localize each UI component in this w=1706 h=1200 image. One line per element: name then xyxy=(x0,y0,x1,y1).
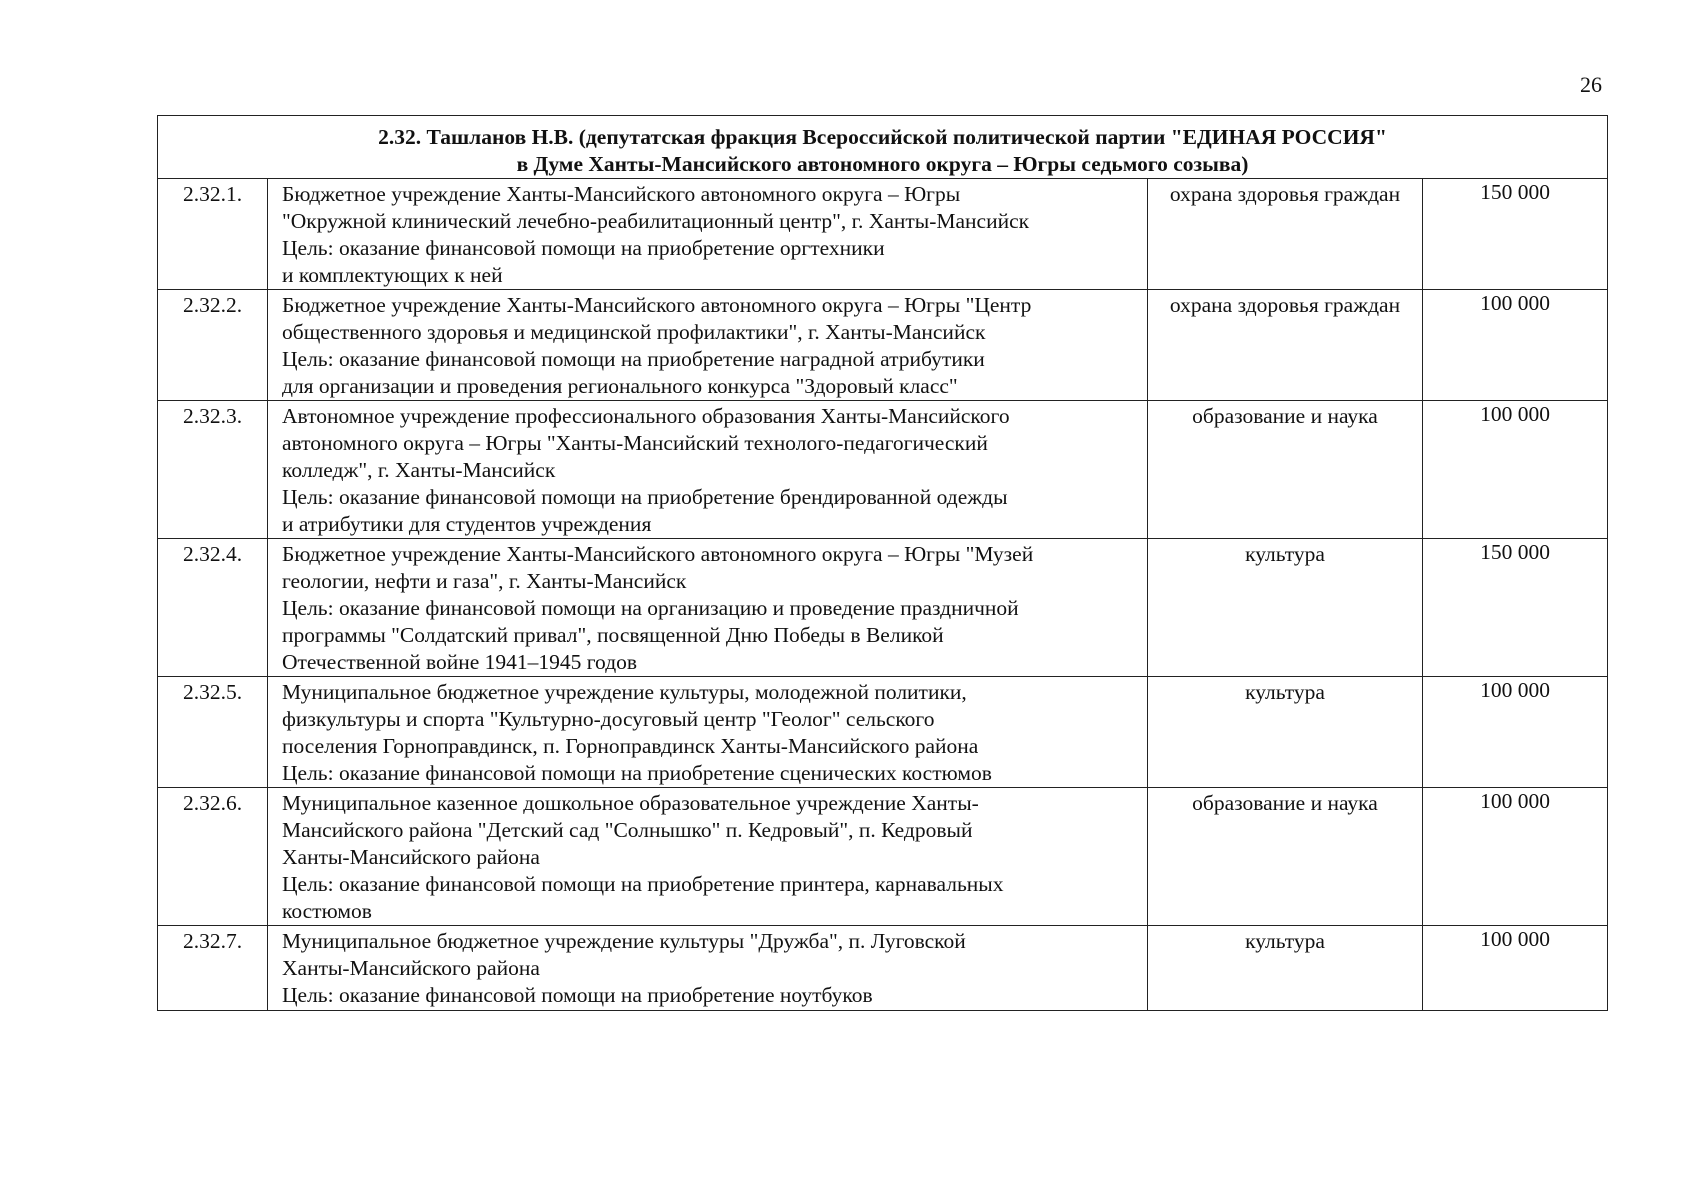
description-line: Муниципальное бюджетное учреждение культуры, молодежной политики, xyxy=(282,680,967,704)
row-sum: 100 000 xyxy=(1423,788,1608,926)
row-number: 2.32.2. xyxy=(158,290,268,401)
description-line: Отечественной войне 1941–1945 годов xyxy=(282,650,638,674)
description-line: Цель: оказание финансовой помощи на приобретение оргтехники xyxy=(282,236,885,260)
row-area: культура xyxy=(1148,539,1423,677)
description-line: поселения Горноправдинск, п. Горноправдинск Ханты-Мансийского района xyxy=(282,734,979,758)
section-header-row xyxy=(158,116,1608,179)
row-sum: 100 000 xyxy=(1423,290,1608,401)
section-title-line-2: в Думе Ханты-Мансийского автономного округа – Югры седьмого созыва) xyxy=(516,152,1249,176)
description-line: Цель: оказание финансовой помощи на приобретение сценических костюмов xyxy=(282,761,992,785)
page-number: 26 xyxy=(1580,72,1602,97)
row-area: образование и наука xyxy=(1148,401,1423,539)
row-description xyxy=(268,926,1148,1011)
table-row xyxy=(158,290,1608,401)
row-number: 2.32.6. xyxy=(158,788,268,926)
row-area: охрана здоровья граждан xyxy=(1148,179,1423,290)
description-line: Ханты-Мансийского района xyxy=(282,956,540,980)
description-line: общественного здоровья и медицинской профилактики", г. Ханты-Мансийск xyxy=(282,320,986,344)
description-line: Цель: оказание финансовой помощи на организацию и проведение праздничной xyxy=(282,596,1019,620)
row-area: культура xyxy=(1148,926,1423,1011)
description-line: программы "Солдатский привал", посвященной Дню Победы в Великой xyxy=(282,623,944,647)
description-line: Цель: оказание финансовой помощи на приобретение наградной атрибутики xyxy=(282,347,985,371)
row-number: 2.32.4. xyxy=(158,539,268,677)
description-line: автономного округа – Югры "Ханты-Мансийский технолого-педагогический xyxy=(282,431,988,455)
description-line: колледж", г. Ханты-Мансийск xyxy=(282,458,556,482)
description-line: Бюджетное учреждение Ханты-Мансийского автономного округа – Югры "Центр xyxy=(282,293,1032,317)
row-number: 2.32.1. xyxy=(158,179,268,290)
row-description xyxy=(268,539,1148,677)
row-sum: 100 000 xyxy=(1423,926,1608,1011)
row-description xyxy=(268,179,1148,290)
row-area: охрана здоровья граждан xyxy=(1148,290,1423,401)
description-line: Бюджетное учреждение Ханты-Мансийского автономного округа – Югры "Музей xyxy=(282,542,1034,566)
description-line: Бюджетное учреждение Ханты-Мансийского автономного округа – Югры xyxy=(282,182,961,206)
description-line: Цель: оказание финансовой помощи на приобретение брендированной одежды xyxy=(282,485,1008,509)
description-line: Муниципальное казенное дошкольное образовательное учреждение Ханты- xyxy=(282,791,979,815)
description-line: для организации и проведения регионального конкурса "Здоровый класс" xyxy=(282,374,958,398)
row-sum: 150 000 xyxy=(1423,179,1608,290)
row-area: культура xyxy=(1148,677,1423,788)
description-line: Цель: оказание финансовой помощи на приобретение принтера, карнавальных xyxy=(282,872,1004,896)
row-number: 2.32.5. xyxy=(158,677,268,788)
description-line: "Окружной клинический лечебно-реабилитационный центр", г. Ханты-Мансийск xyxy=(282,209,1030,233)
row-sum: 100 000 xyxy=(1423,401,1608,539)
table-row xyxy=(158,539,1608,677)
row-sum: 100 000 xyxy=(1423,677,1608,788)
table-row xyxy=(158,926,1608,1011)
row-description xyxy=(268,290,1148,401)
row-description xyxy=(268,401,1148,539)
description-line: и комплектующих к ней xyxy=(282,263,503,287)
row-number: 2.32.7. xyxy=(158,926,268,1011)
table-row xyxy=(158,179,1608,290)
description-line: Ханты-Мансийского района xyxy=(282,845,540,869)
table-row xyxy=(158,401,1608,539)
row-description xyxy=(268,788,1148,926)
description-line: Автономное учреждение профессионального образования Ханты-Мансийского xyxy=(282,404,1010,428)
table-row xyxy=(158,677,1608,788)
description-line: геологии, нефти и газа", г. Ханты-Мансийск xyxy=(282,569,687,593)
section-title-line-1: 2.32. Ташланов Н.В. (депутатская фракция Всероссийской политической партии "ЕДИНАЯ РОССИЯ" xyxy=(378,125,1387,149)
row-description xyxy=(268,677,1148,788)
description-line: Муниципальное бюджетное учреждение культуры "Дружба", п. Луговской xyxy=(282,929,966,953)
row-number: 2.32.3. xyxy=(158,401,268,539)
row-sum: 150 000 xyxy=(1423,539,1608,677)
allocation-table xyxy=(157,115,1608,1011)
description-line: физкультуры и спорта "Культурно-досуговый центр "Геолог" сельского xyxy=(282,707,935,731)
description-line: Мансийского района "Детский сад "Солнышко" п. Кедровый", п. Кедровый xyxy=(282,818,973,842)
description-line: костюмов xyxy=(282,899,372,923)
row-area: образование и наука xyxy=(1148,788,1423,926)
section-title xyxy=(158,116,1608,179)
table-row xyxy=(158,788,1608,926)
description-line: и атрибутики для студентов учреждения xyxy=(282,512,652,536)
description-line: Цель: оказание финансовой помощи на приобретение ноутбуков xyxy=(282,983,873,1007)
